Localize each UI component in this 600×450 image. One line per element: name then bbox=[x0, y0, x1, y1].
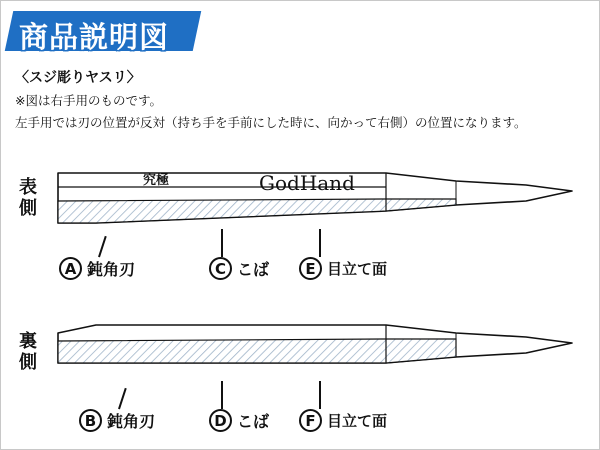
callout-label-b: 鈍角刃 bbox=[107, 412, 156, 431]
callout-marker-f: F bbox=[299, 409, 322, 432]
tool-drawing-back bbox=[56, 313, 576, 398]
callout-b bbox=[79, 409, 155, 432]
leader-line-d bbox=[221, 381, 223, 409]
callout-label-f: 目立て面 bbox=[327, 412, 388, 430]
leader-line-e bbox=[319, 229, 321, 257]
callout-e bbox=[299, 257, 387, 280]
tool-hatch-band-back bbox=[58, 339, 456, 363]
callout-label-d: こば bbox=[237, 412, 270, 431]
callout-label-a: 鈍角刃 bbox=[87, 260, 136, 279]
brand-main-text-front: GodHand bbox=[259, 171, 355, 195]
subtitle-text: 〈スジ彫りヤスリ〉 bbox=[15, 70, 141, 86]
callout-marker-c: C bbox=[209, 257, 232, 280]
tool-hatch-band-front bbox=[58, 199, 456, 223]
page-title: 商品説明図 bbox=[19, 20, 170, 54]
side-label-back: 裏側 bbox=[19, 331, 37, 373]
callout-f bbox=[299, 409, 387, 432]
leader-line-f bbox=[319, 381, 321, 409]
side-label-front: 表側 bbox=[19, 177, 37, 219]
callout-marker-e: E bbox=[299, 257, 322, 280]
callout-label-e: 目立て面 bbox=[327, 260, 388, 278]
leader-line-c bbox=[221, 229, 223, 257]
callout-marker-d: D bbox=[209, 409, 232, 432]
callout-marker-b: B bbox=[79, 409, 102, 432]
callout-label-c: こば bbox=[237, 260, 270, 279]
callout-d bbox=[209, 409, 269, 432]
note-line-2: 左手用では刃の位置が反対（持ち手を手前にした時に、向かって右側）の位置になります。 bbox=[15, 115, 527, 130]
callout-a bbox=[59, 257, 135, 280]
note-line-1: ※図は右手用のものです。 bbox=[15, 93, 162, 108]
callout-marker-a: A bbox=[59, 257, 82, 280]
callout-c bbox=[209, 257, 269, 280]
tool-back-svg bbox=[56, 313, 576, 398]
brand-small-text-front: 究極 bbox=[143, 173, 170, 188]
